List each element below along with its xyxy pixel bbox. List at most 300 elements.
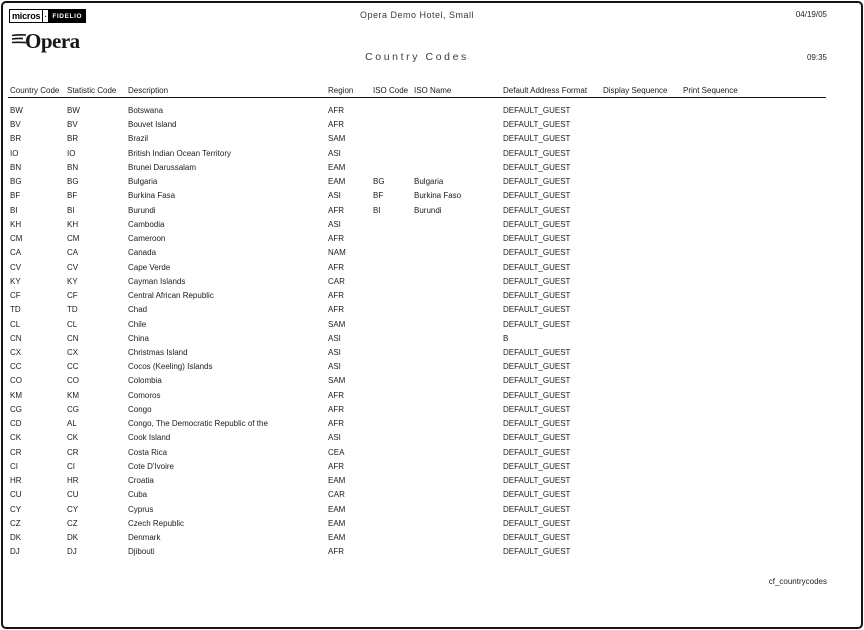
cell-iso_code — [373, 289, 413, 303]
cell-print_sequence — [683, 147, 763, 161]
cell-iso_name — [414, 246, 502, 260]
report-title: Country Codes — [365, 51, 469, 63]
cell-iso_code — [373, 474, 413, 488]
cell-iso_code: BG — [373, 177, 385, 187]
cell-print_sequence — [683, 189, 763, 203]
table-row — [0, 175, 864, 189]
cell-print_sequence — [683, 346, 763, 360]
cell-country_code: IO — [10, 148, 19, 158]
cell-iso_code — [373, 389, 413, 403]
cell-statistic_code: KH — [67, 219, 79, 229]
cell-print_sequence — [683, 175, 763, 189]
cell-description: Colombia — [128, 376, 162, 386]
column-header-print_sequence: Print Sequence — [683, 86, 738, 95]
cell-iso_code — [373, 218, 413, 232]
table-row — [0, 488, 864, 502]
cell-display_sequence — [603, 161, 682, 175]
table-row — [0, 132, 864, 146]
table-row — [0, 218, 864, 232]
cell-print_sequence — [683, 389, 763, 403]
cell-default_address_format: DEFAULT_GUEST — [503, 262, 571, 272]
cell-iso_name — [414, 118, 502, 132]
cell-iso_code — [373, 431, 413, 445]
cell-display_sequence — [603, 545, 682, 559]
cell-description: Chad — [128, 305, 148, 315]
cell-print_sequence — [683, 360, 763, 374]
cell-description: Congo — [128, 404, 152, 414]
cell-iso_code — [373, 503, 413, 517]
cell-region: SAM — [328, 319, 346, 329]
cell-region: EAM — [328, 533, 346, 543]
cell-print_sequence — [683, 161, 763, 175]
cell-iso_name — [414, 161, 502, 175]
cell-display_sequence — [603, 474, 682, 488]
cell-iso_name — [414, 460, 502, 474]
cell-iso_name — [414, 318, 502, 332]
cell-region: AFR — [328, 106, 344, 115]
cell-country_code: BG — [10, 177, 22, 187]
cell-country_code: KH — [10, 219, 22, 229]
cell-display_sequence — [603, 303, 682, 317]
table-row — [0, 147, 864, 161]
cell-iso_code — [373, 417, 413, 431]
cell-iso_name — [414, 374, 502, 388]
cell-iso_name — [414, 218, 502, 232]
cell-description: Czech Republic — [128, 518, 185, 528]
cell-statistic_code: BR — [67, 134, 79, 144]
cell-display_sequence — [603, 246, 682, 260]
cell-default_address_format: DEFAULT_GUEST — [503, 419, 571, 429]
cell-description: Cuba — [128, 490, 148, 500]
table-row — [0, 318, 864, 332]
cell-statistic_code: BG — [67, 177, 79, 187]
cell-region: AFR — [328, 262, 344, 272]
cell-iso_code — [373, 318, 413, 332]
cell-statistic_code: CC — [67, 362, 79, 372]
cell-print_sequence — [683, 545, 763, 559]
cell-region: AFR — [328, 419, 344, 429]
cell-print_sequence — [683, 218, 763, 232]
cell-display_sequence — [603, 204, 682, 218]
cell-statistic_code: CV — [67, 262, 79, 272]
cell-display_sequence — [603, 104, 682, 118]
cell-country_code: CI — [10, 461, 18, 471]
table-row — [0, 189, 864, 203]
cell-country_code: CY — [10, 504, 22, 514]
cell-iso_code — [373, 161, 413, 175]
cell-iso_name: Burundi — [414, 205, 442, 215]
table-row — [0, 503, 864, 517]
cell-iso_name — [414, 488, 502, 502]
cell-print_sequence — [683, 488, 763, 502]
cell-iso_code — [373, 118, 413, 132]
cell-default_address_format: DEFAULT_GUEST — [503, 234, 571, 244]
cell-iso_code — [373, 246, 413, 260]
cell-display_sequence — [603, 460, 682, 474]
cell-default_address_format: DEFAULT_GUEST — [503, 219, 571, 229]
cell-print_sequence — [683, 246, 763, 260]
cell-iso_code: BI — [373, 205, 381, 215]
cell-iso_code — [373, 545, 413, 559]
cell-print_sequence — [683, 261, 763, 275]
column-header-country_code: Country Code — [10, 86, 60, 95]
table-row — [0, 275, 864, 289]
cell-default_address_format: DEFAULT_GUEST — [503, 347, 571, 357]
cell-iso_name — [414, 104, 502, 118]
cell-iso_name: Bulgaria — [414, 177, 444, 187]
cell-display_sequence — [603, 261, 682, 275]
cell-iso_code — [373, 360, 413, 374]
cell-description: Congo, The Democratic Republic of the — [128, 419, 268, 429]
cell-country_code: BW — [10, 106, 23, 115]
table-row — [0, 360, 864, 374]
table-row — [0, 303, 864, 317]
cell-region: CEA — [328, 447, 345, 457]
cell-iso_name — [414, 360, 502, 374]
cell-display_sequence — [603, 218, 682, 232]
cell-statistic_code: BN — [67, 162, 79, 172]
cell-statistic_code: CG — [67, 404, 79, 414]
table-row — [0, 261, 864, 275]
cell-region: AFR — [328, 461, 344, 471]
cell-description: Bulgaria — [128, 177, 158, 187]
cell-default_address_format: DEFAULT_GUEST — [503, 134, 571, 144]
cell-iso_name — [414, 431, 502, 445]
cell-statistic_code: CA — [67, 248, 79, 258]
cell-iso_name — [414, 474, 502, 488]
cell-description: Cocos (Keeling) Islands — [128, 362, 213, 372]
cell-country_code: CR — [10, 447, 22, 457]
cell-default_address_format: DEFAULT_GUEST — [503, 106, 571, 115]
cell-country_code: CD — [10, 419, 22, 429]
cell-print_sequence — [683, 403, 763, 417]
cell-country_code: BN — [10, 162, 22, 172]
cell-country_code: CM — [10, 234, 23, 244]
cell-description: China — [128, 333, 149, 343]
cell-region: SAM — [328, 134, 346, 144]
cell-description: Cameroon — [128, 234, 166, 244]
cell-region: AFR — [328, 305, 344, 315]
cell-country_code: CU — [10, 490, 22, 500]
cell-default_address_format: DEFAULT_GUEST — [503, 362, 571, 372]
cell-display_sequence — [603, 403, 682, 417]
cell-print_sequence — [683, 104, 763, 118]
cell-statistic_code: KM — [67, 390, 79, 400]
cell-region: ASI — [328, 433, 341, 443]
opera-logo-text: Opera — [25, 28, 80, 53]
cell-display_sequence — [603, 374, 682, 388]
cell-display_sequence — [603, 318, 682, 332]
cell-iso_name — [414, 132, 502, 146]
cell-statistic_code: CX — [67, 347, 79, 357]
cell-description: Christmas Island — [128, 347, 188, 357]
cell-iso_name — [414, 346, 502, 360]
cell-description: Cape Verde — [128, 262, 171, 272]
cell-iso_code — [373, 488, 413, 502]
table-header-rule — [8, 97, 826, 98]
cell-iso_name — [414, 417, 502, 431]
table-row — [0, 517, 864, 531]
fidelio-logo-text: FIDELIO — [48, 9, 86, 23]
cell-default_address_format: DEFAULT_GUEST — [503, 319, 571, 329]
cell-default_address_format: DEFAULT_GUEST — [503, 205, 571, 215]
cell-country_code: BV — [10, 120, 21, 130]
cell-default_address_format: DEFAULT_GUEST — [503, 447, 571, 457]
cell-display_sequence — [603, 389, 682, 403]
cell-default_address_format: B — [503, 333, 509, 343]
cell-default_address_format: DEFAULT_GUEST — [503, 162, 571, 172]
cell-country_code: CC — [10, 362, 22, 372]
cell-default_address_format: DEFAULT_GUEST — [503, 248, 571, 258]
cell-iso_name: Burkina Faso — [414, 191, 462, 201]
cell-print_sequence — [683, 118, 763, 132]
cell-iso_name — [414, 275, 502, 289]
cell-region: ASI — [328, 362, 341, 372]
cell-iso_name — [414, 531, 502, 545]
cell-print_sequence — [683, 503, 763, 517]
cell-description: Canada — [128, 248, 157, 258]
cell-iso_code — [373, 346, 413, 360]
cell-iso_code — [373, 517, 413, 531]
cell-default_address_format: DEFAULT_GUEST — [503, 376, 571, 386]
cell-description: Burkina Fasa — [128, 191, 176, 201]
cell-display_sequence — [603, 147, 682, 161]
cell-iso_code: BF — [373, 191, 384, 201]
cell-iso_code — [373, 261, 413, 275]
cell-print_sequence — [683, 204, 763, 218]
cell-iso_code — [373, 374, 413, 388]
column-header-display_sequence: Display Sequence — [603, 86, 668, 95]
cell-display_sequence — [603, 417, 682, 431]
report-date: 04/19/05 — [795, 10, 827, 19]
cell-statistic_code: CK — [67, 433, 79, 443]
cell-region: EAM — [328, 177, 346, 187]
cell-region: AFR — [328, 234, 344, 244]
table-row — [0, 474, 864, 488]
cell-country_code: CX — [10, 347, 22, 357]
cell-default_address_format: DEFAULT_GUEST — [503, 390, 571, 400]
cell-iso_code — [373, 104, 413, 118]
cell-iso_name — [414, 332, 502, 346]
cell-region: CAR — [328, 276, 345, 286]
table-row — [0, 161, 864, 175]
cell-print_sequence — [683, 332, 763, 346]
table-header-row — [0, 84, 864, 97]
table-row — [0, 289, 864, 303]
cell-description: British Indian Ocean Territory — [128, 148, 232, 158]
table-row — [0, 332, 864, 346]
cell-print_sequence — [683, 132, 763, 146]
cell-print_sequence — [683, 431, 763, 445]
hotel-name: Opera Demo Hotel, Small — [359, 10, 475, 20]
cell-iso_name — [414, 545, 502, 559]
cell-region: AFR — [328, 547, 344, 557]
cell-print_sequence — [683, 460, 763, 474]
cell-region: EAM — [328, 518, 346, 528]
cell-description: Chile — [128, 319, 147, 329]
cell-description: Cambodia — [128, 219, 165, 229]
cell-iso_name — [414, 289, 502, 303]
cell-description: Cook Island — [128, 433, 171, 443]
cell-display_sequence — [603, 503, 682, 517]
cell-statistic_code: DJ — [67, 547, 77, 557]
cell-country_code: CN — [10, 333, 22, 343]
cell-default_address_format: DEFAULT_GUEST — [503, 433, 571, 443]
cell-print_sequence — [683, 303, 763, 317]
cell-description: Djibouti — [128, 547, 155, 557]
cell-default_address_format: DEFAULT_GUEST — [503, 404, 571, 414]
cell-description: Comoros — [128, 390, 161, 400]
cell-display_sequence — [603, 132, 682, 146]
cell-iso_code — [373, 332, 413, 346]
cell-statistic_code: CN — [67, 333, 79, 343]
cell-default_address_format: DEFAULT_GUEST — [503, 518, 571, 528]
cell-print_sequence — [683, 232, 763, 246]
cell-description: Croatia — [128, 476, 154, 486]
cell-statistic_code: BI — [67, 205, 75, 215]
cell-statistic_code: BV — [67, 120, 78, 130]
column-header-iso_code: ISO Code — [373, 86, 409, 95]
cell-display_sequence — [603, 118, 682, 132]
cell-default_address_format: DEFAULT_GUEST — [503, 305, 571, 315]
table-body — [0, 104, 864, 560]
cell-description: Bouvet Island — [128, 120, 177, 130]
table-row — [0, 531, 864, 545]
table-row — [0, 545, 864, 559]
cell-region: ASI — [328, 219, 341, 229]
cell-display_sequence — [603, 332, 682, 346]
cell-iso_name — [414, 389, 502, 403]
cell-region: AFR — [328, 120, 344, 130]
cell-statistic_code: CR — [67, 447, 79, 457]
cell-iso_name — [414, 517, 502, 531]
cell-region: ASI — [328, 191, 341, 201]
cell-iso_name — [414, 403, 502, 417]
cell-default_address_format: DEFAULT_GUEST — [503, 476, 571, 486]
cell-default_address_format: DEFAULT_GUEST — [503, 177, 571, 187]
cell-region: ASI — [328, 347, 341, 357]
cell-display_sequence — [603, 488, 682, 502]
cell-country_code: CO — [10, 376, 22, 386]
cell-region: SAM — [328, 376, 346, 386]
cell-default_address_format: DEFAULT_GUEST — [503, 148, 571, 158]
cell-default_address_format: DEFAULT_GUEST — [503, 291, 571, 301]
cell-statistic_code: CF — [67, 291, 78, 301]
cell-statistic_code: HR — [67, 476, 79, 486]
cell-display_sequence — [603, 446, 682, 460]
cell-country_code: CK — [10, 433, 22, 443]
cell-display_sequence — [603, 289, 682, 303]
cell-display_sequence — [603, 275, 682, 289]
cell-region: ASI — [328, 333, 341, 343]
cell-print_sequence — [683, 289, 763, 303]
cell-statistic_code: AL — [67, 419, 77, 429]
cell-print_sequence — [683, 446, 763, 460]
cell-iso_code — [373, 531, 413, 545]
cell-statistic_code: CZ — [67, 518, 78, 528]
cell-iso_code — [373, 460, 413, 474]
cell-statistic_code: IO — [67, 148, 76, 158]
cell-default_address_format: DEFAULT_GUEST — [503, 120, 571, 130]
cell-country_code: CZ — [10, 518, 21, 528]
table-row — [0, 403, 864, 417]
cell-region: ASI — [328, 148, 341, 158]
cell-region: AFR — [328, 390, 344, 400]
cell-statistic_code: CI — [67, 461, 75, 471]
cell-statistic_code: CY — [67, 504, 79, 514]
column-header-region: Region — [328, 86, 354, 95]
table-row — [0, 246, 864, 260]
cell-print_sequence — [683, 374, 763, 388]
cell-statistic_code: DK — [67, 533, 79, 543]
cell-iso_name — [414, 147, 502, 161]
cell-description: Denmark — [128, 533, 161, 543]
table-row — [0, 374, 864, 388]
cell-print_sequence — [683, 517, 763, 531]
cell-country_code: DJ — [10, 547, 20, 557]
logo-separator-dot: · — [43, 9, 48, 23]
cell-default_address_format: DEFAULT_GUEST — [503, 490, 571, 500]
table-row — [0, 417, 864, 431]
cell-default_address_format: DEFAULT_GUEST — [503, 533, 571, 543]
cell-iso_code — [373, 132, 413, 146]
cell-iso_code — [373, 446, 413, 460]
cell-iso_code — [373, 403, 413, 417]
cell-description: Burundi — [128, 205, 156, 215]
cell-description: Cayman Islands — [128, 276, 186, 286]
report-time: 09:35 — [806, 53, 827, 62]
table-row — [0, 460, 864, 474]
column-header-iso_name: ISO Name — [414, 86, 452, 95]
cell-description: Cyprus — [128, 504, 154, 514]
cell-print_sequence — [683, 318, 763, 332]
cell-default_address_format: DEFAULT_GUEST — [503, 504, 571, 514]
cell-statistic_code: BF — [67, 191, 78, 201]
cell-region: AFR — [328, 291, 344, 301]
cell-region: NAM — [328, 248, 346, 258]
column-header-description: Description — [128, 86, 169, 95]
cell-statistic_code: CU — [67, 490, 79, 500]
cell-iso_name — [414, 232, 502, 246]
cell-country_code: CA — [10, 248, 22, 258]
cell-description: Brazil — [128, 134, 149, 144]
cell-iso_name — [414, 303, 502, 317]
cell-description: Botswana — [128, 106, 164, 115]
cell-country_code: DK — [10, 533, 22, 543]
cell-iso_code — [373, 147, 413, 161]
cell-country_code: BI — [10, 205, 18, 215]
cell-country_code: CV — [10, 262, 22, 272]
cell-description: Brunei Darussalam — [128, 162, 197, 172]
cell-default_address_format: DEFAULT_GUEST — [503, 461, 571, 471]
cell-statistic_code: CM — [67, 234, 80, 244]
cell-country_code: CL — [10, 319, 21, 329]
cell-display_sequence — [603, 189, 682, 203]
table-row — [0, 446, 864, 460]
table-row — [0, 232, 864, 246]
cell-display_sequence — [603, 431, 682, 445]
cell-country_code: CG — [10, 404, 22, 414]
cell-display_sequence — [603, 531, 682, 545]
cell-statistic_code: KY — [67, 276, 78, 286]
cell-country_code: HR — [10, 476, 22, 486]
table-row — [0, 104, 864, 118]
cell-default_address_format: DEFAULT_GUEST — [503, 276, 571, 286]
cell-print_sequence — [683, 474, 763, 488]
cell-iso_code — [373, 232, 413, 246]
table-row — [0, 431, 864, 445]
cell-iso_code — [373, 275, 413, 289]
